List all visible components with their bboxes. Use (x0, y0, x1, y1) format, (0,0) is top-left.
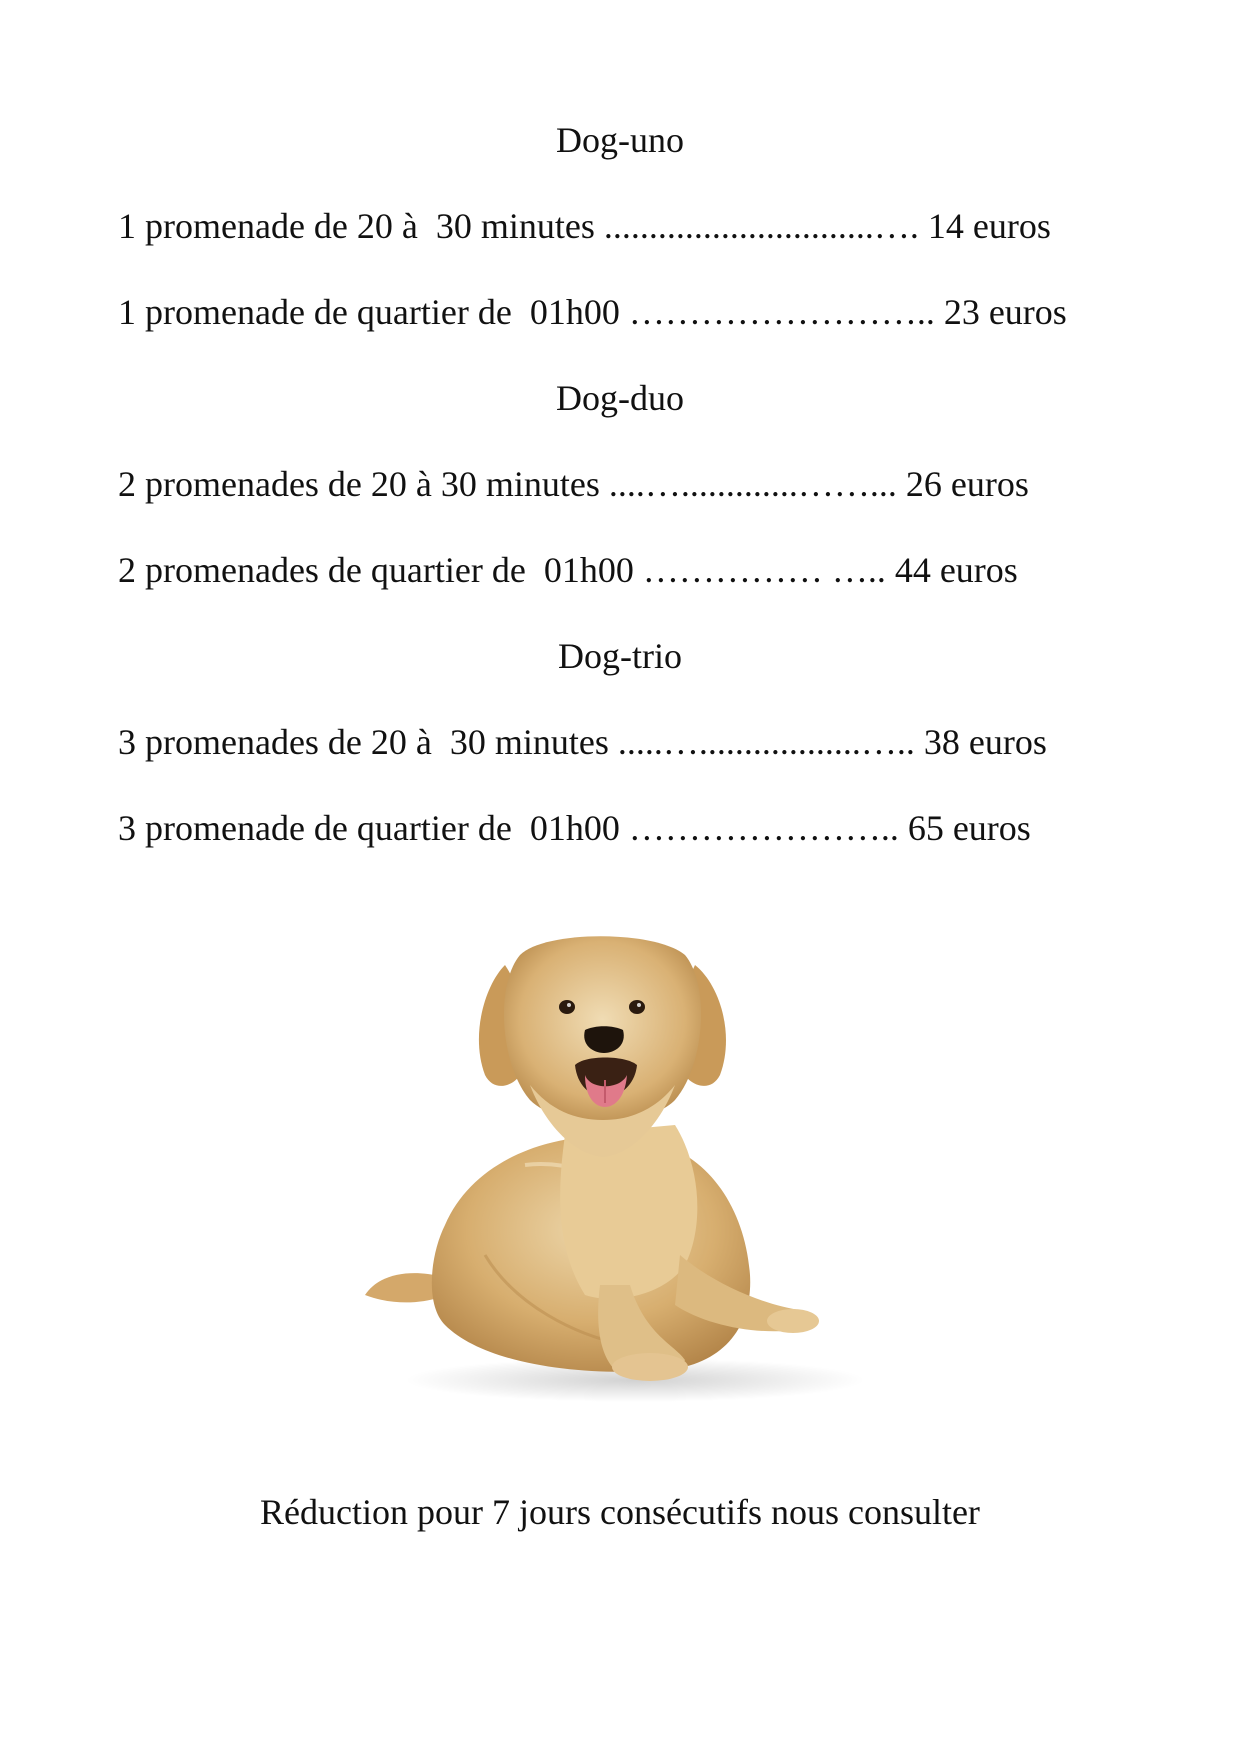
footer-note: Réduction pour 7 jours consécutifs nous consulter (260, 1492, 980, 1532)
price-line-uno-long: 1 promenade de quartier de 01h00 …………………….. 23 euros (118, 292, 1067, 332)
price-line-duo-short: 2 promenades de 20 à 30 minutes ....….............……... 26 euros (118, 464, 1029, 504)
section-duo-title: Dog-duo (556, 378, 684, 418)
price-line-uno-short: 1 promenade de 20 à 30 minutes ..............................…. 14 euros (118, 206, 1051, 246)
section-uno-title: Dog-uno (556, 120, 684, 160)
section-trio-title: Dog-trio (558, 636, 682, 676)
price-line-duo-long: 2 promenades de quartier de 01h00 …………… ….. 44 euros (118, 550, 1018, 590)
golden-retriever-photo (345, 925, 865, 1405)
price-line-trio-long: 3 promenade de quartier de 01h00 ………………….. 65 euros (118, 808, 1031, 848)
price-line-trio-short: 3 promenades de 20 à 30 minutes .....…..................….. 38 euros (118, 722, 1047, 762)
